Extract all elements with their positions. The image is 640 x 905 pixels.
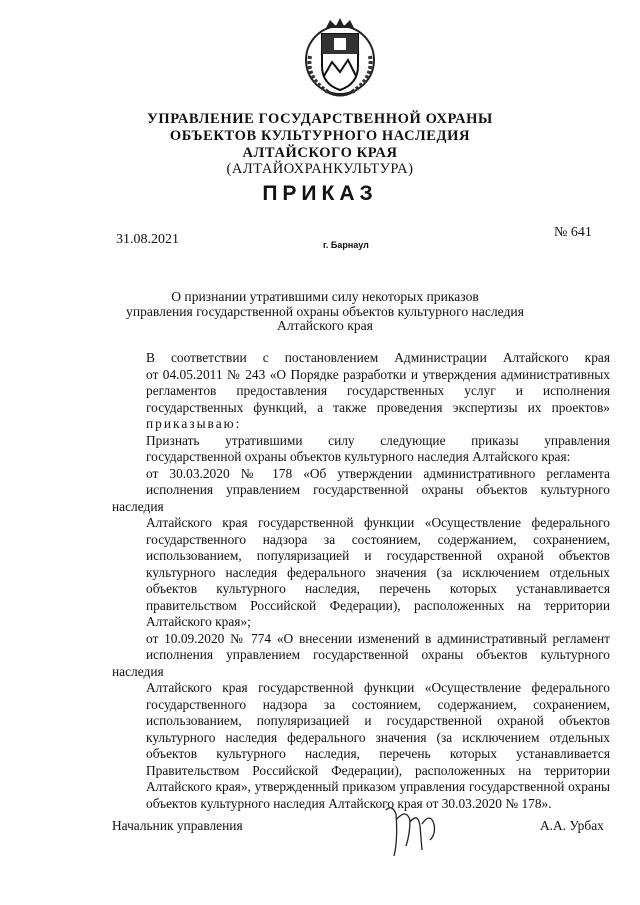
text-line-order: приказываю:: [146, 416, 242, 431]
org-name-line-2: ОБЪЕКТОВ КУЛЬТУРНОГО НАСЛЕДИЯ: [169, 128, 471, 144]
text-line: Алтайского края государственной функции «Осуществление федерального: [146, 515, 610, 530]
text-line: правительством Российской Федерации), расположенных на территории: [146, 597, 610, 613]
text-line: В соответствии с постановлением Администрации Алтайского края: [146, 350, 610, 365]
document-number: № 641: [554, 225, 592, 240]
text-line: объектов культурного наследия Алтайского края от 30.03.2020 № 178».: [146, 795, 552, 811]
paragraph-order-774: [112, 631, 610, 813]
coat-of-arms-icon: [300, 16, 380, 98]
text-line: от 04.05.2011 № 243 «О Порядке разработки и утверждения административных: [146, 366, 610, 382]
text-line: государственной охраны объектов культурного наследия Алтайского края:: [146, 449, 571, 464]
text-line: исполнения управлением государственной охраны объектов культурного наследия: [112, 482, 610, 514]
text-line: государственного надзора за состоянием, содержанием, сохранением,: [146, 531, 610, 547]
document-title: ПРИКАЗ: [262, 182, 378, 205]
text-line: государственного надзора за состоянием, содержанием, сохранением,: [146, 696, 610, 712]
signatory-position: Начальник управления: [112, 818, 243, 833]
text-line: Признать утратившими силу следующие приказы управления: [146, 432, 610, 448]
document-subject: [110, 290, 540, 334]
text-line: использованием, популяризацией и государственной охраной объектов: [146, 713, 610, 728]
text-line: объектов культурного наследия, перечень которых устанавливается: [146, 746, 610, 761]
org-name-line-1: УПРАВЛЕНИЕ ГОСУДАРСТВЕННОЙ ОХРАНЫ: [147, 111, 493, 127]
text-line: использованием, популяризацией и государственной охраной объектов: [146, 548, 610, 563]
document-city: г. Барнаул: [323, 240, 369, 250]
document-date: 31.08.2021: [116, 232, 179, 247]
text-line: культурного наследия федерального значения (за исключением отдельных: [146, 729, 610, 745]
org-short-name: (АЛТАЙОХРАНКУЛЬТУРА): [226, 161, 414, 177]
subject-line: Алтайского края: [277, 318, 373, 333]
text-line: Алтайского края»;: [146, 614, 251, 629]
text-line: государственных функций, а также проведения экспертизы их проектов»: [146, 399, 610, 415]
paragraph-order-178: [112, 466, 610, 631]
text-line: от 10.09.2020 № 774 «О внесении изменений в административный регламент: [146, 630, 610, 646]
text-line: исполнения управлением государственной охраны объектов культурного наследия: [112, 647, 610, 679]
text-line: культурного наследия федерального значения (за исключением отдельных: [146, 564, 610, 580]
paragraph-preamble: [112, 350, 610, 433]
org-name-line-3: АЛТАЙСКОГО КРАЯ: [242, 145, 398, 161]
text-line: Алтайского края государственной функции «Осуществление федерального: [146, 680, 610, 695]
text-line: Правительством Российской Федерации), расположенных на территории: [146, 762, 610, 778]
text-line: Алтайского края», утвержденный приказом управления государственной охраны: [146, 779, 610, 794]
signatory-name: А.А. Урбах: [540, 818, 604, 833]
text-line: регламентов предоставления государственных услуг и исполнения: [146, 383, 610, 398]
subject-line: управления государственной охраны объектов культурного наследия: [126, 303, 524, 319]
document-body: [112, 350, 610, 812]
handwritten-signature-icon: [380, 800, 450, 860]
text-line: объектов культурного наследия, перечень которых устанавливается: [146, 581, 610, 596]
paragraph-decision: [112, 433, 610, 466]
subject-line: О признании утратившими силу некоторых приказов: [171, 289, 479, 304]
text-line: от 30.03.2020 № 178 «Об утверждении административного регламента: [146, 465, 610, 481]
